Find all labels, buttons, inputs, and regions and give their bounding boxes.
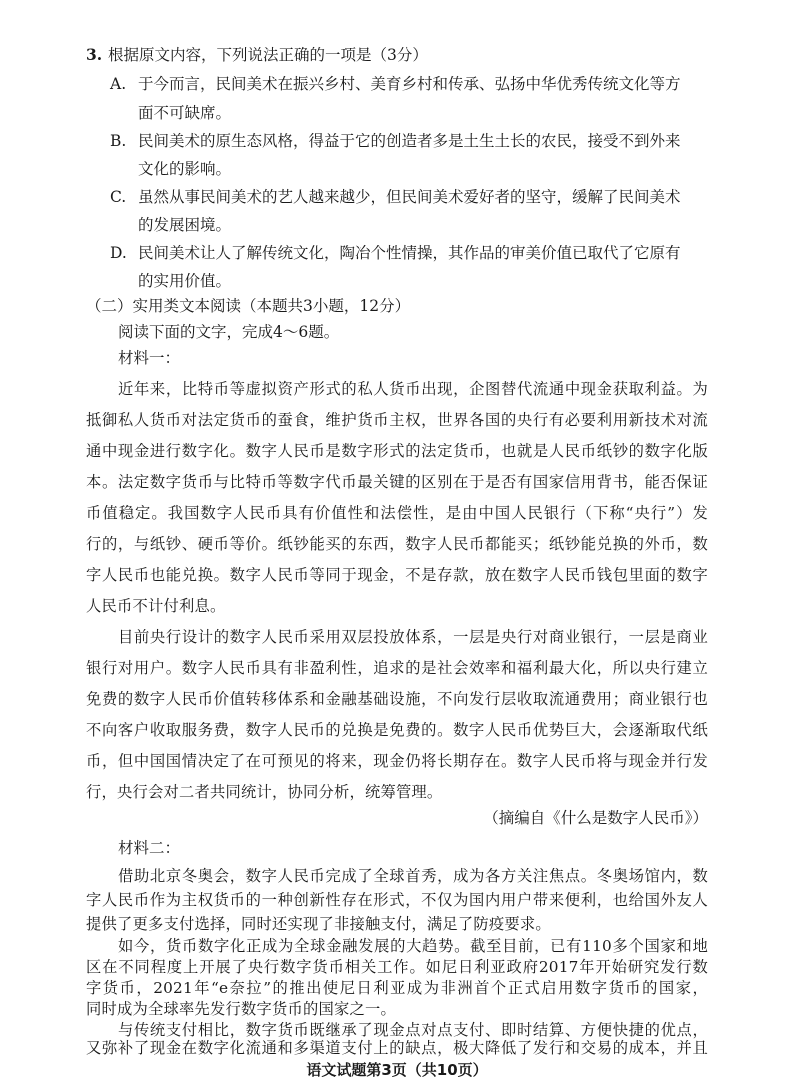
m1-p2-line-3: 免费的数字人民币价值转移体系和金融基础设施，不向发行层收取流通费用；商业银行也: [86, 690, 708, 708]
m1-p1-line-6: 行的，与纸钞、硬币等价。纸钞能买的东西，数字人民币都能买；纸钞能兑换的外币，数: [86, 535, 708, 553]
m1-p1-line-2: 抵御私人货币对法定货币的蚕食，维护货币主权，世界各国的央行有必要利用新技术对流: [86, 411, 708, 429]
option-b-line-2: 文化的影响。: [138, 160, 232, 178]
option-a-line-2: 面不可缺席。: [138, 104, 232, 122]
m1-p1-line-8: 人民币不计付利息。: [86, 597, 226, 615]
option-letter-c: C.: [110, 188, 127, 206]
material-1-source: （摘编自《什么是数字人民币》）: [483, 809, 708, 827]
material-2-label: 材料二：: [118, 839, 181, 857]
option-d-line-1: 民间美术让人了解传统文化，陶冶个性情操，其作品的审美价值已取代了它原有: [138, 244, 681, 262]
m2-p1-line-3: 提供了更多支付选择，同时还实现了非接触支付，满足了防疫要求。: [86, 915, 551, 933]
option-letter-b: B.: [110, 132, 127, 150]
m1-p1-line-5: 币值稳定。我国数字人民币具有价值性和法偿性，是由中国人民银行（下称“央行”）发: [86, 504, 708, 522]
option-letter-a: A.: [110, 75, 127, 93]
m2-p2-line-3: 字货币，2021年“e奈拉”的推出使尼日利亚成为非洲首个正式启用数字货币的国家，: [86, 979, 708, 997]
option-a-line-1: 于今而言，民间美术在振兴乡村、美育乡村和传承、弘扬中华优秀传统文化等方: [138, 75, 681, 93]
option-letter-d: D.: [110, 244, 127, 262]
m1-p1-line-7: 字人民币也能兑换。数字人民币等同于现金，不是存款，放在数字人民币钱包里面的数字: [86, 566, 708, 584]
question-stem: 根据原文内容，下列说法正确的一项是（3分）: [108, 46, 428, 64]
section-instruction: 阅读下面的文字，完成4～6题。: [118, 323, 340, 341]
m2-p3-line-2: 又弥补了现金在数字化流通和多渠道支付上的缺点，极大降低了发行和交易的成本，并且: [86, 1039, 708, 1057]
option-b-line-1: 民间美术的原生态风格，得益于它的创造者多是土生土长的农民，接受不到外来: [138, 132, 681, 150]
section-heading: （二）实用类文本阅读（本题共3小题，12分）: [86, 297, 411, 315]
m1-p1-line-1: 近年来，比特币等虚拟资产形式的私人货币出现，企图替代流通中现金获取利益。为: [118, 380, 708, 398]
m2-p1-line-1: 借助北京冬奥会，数字人民币完成了全球首秀，成为各方关注焦点。冬奥场馆内，数: [118, 867, 708, 885]
page-footer: 语文试题第3页（共10页）: [306, 1061, 488, 1079]
m1-p2-line-4: 不向客户收取服务费，数字人民币的兑换是免费的。数字人民币优势巨大，会逐渐取代纸: [86, 721, 708, 739]
material-1-label: 材料一：: [118, 349, 181, 367]
m1-p2-line-6: 行，央行会对二者共同统计，协同分析，统筹管理。: [86, 783, 443, 801]
m1-p2-line-5: 币，但中国国情决定了在可预见的将来，现金仍将长期存在。数字人民币将与现金并行发: [86, 752, 708, 770]
m2-p3-line-1: 与传统支付相比，数字货币既继承了现金点对点支付、即时结算、方便快捷的优点，: [118, 1021, 708, 1039]
m2-p2-line-4: 同时成为全球率先发行数字货币的国家之一。: [86, 1000, 396, 1018]
m1-p2-line-1: 目前央行设计的数字人民币采用双层投放体系，一层是央行对商业银行，一层是商业: [118, 628, 708, 646]
m1-p1-line-3: 通中现金进行数字化。数字人民币是数字形式的法定货币，也就是人民币纸钞的数字化版: [86, 442, 708, 460]
m2-p2-line-2: 区在不同程度上开展了央行数字货币相关工作。如尼日利亚政府2017年开始研究发行数: [86, 958, 708, 976]
m1-p1-line-4: 本。法定数字货币与比特币等数字代币最关键的区别在于是否有国家信用背书，能否保证: [86, 473, 708, 491]
option-c-line-1: 虽然从事民间美术的艺人越来越少，但民间美术爱好者的坚守，缓解了民间美术: [138, 188, 681, 206]
option-d-line-2: 的实用价值。: [138, 272, 232, 290]
option-c-line-2: 的发展困境。: [138, 216, 232, 234]
m1-p2-line-2: 银行对用户。数字人民币具有非盈利性，追求的是社会效率和福利最大化，所以央行建立: [86, 659, 708, 677]
m2-p1-line-2: 字人民币作为主权货币的一种创新性存在形式，不仅为国内用户带来便利，也给国外友人: [86, 891, 708, 909]
m2-p2-line-1: 如今，货币数字化正成为全球金融发展的大趋势。截至目前，已有110多个国家和地: [118, 937, 708, 955]
question-number: 3.: [86, 45, 103, 64]
